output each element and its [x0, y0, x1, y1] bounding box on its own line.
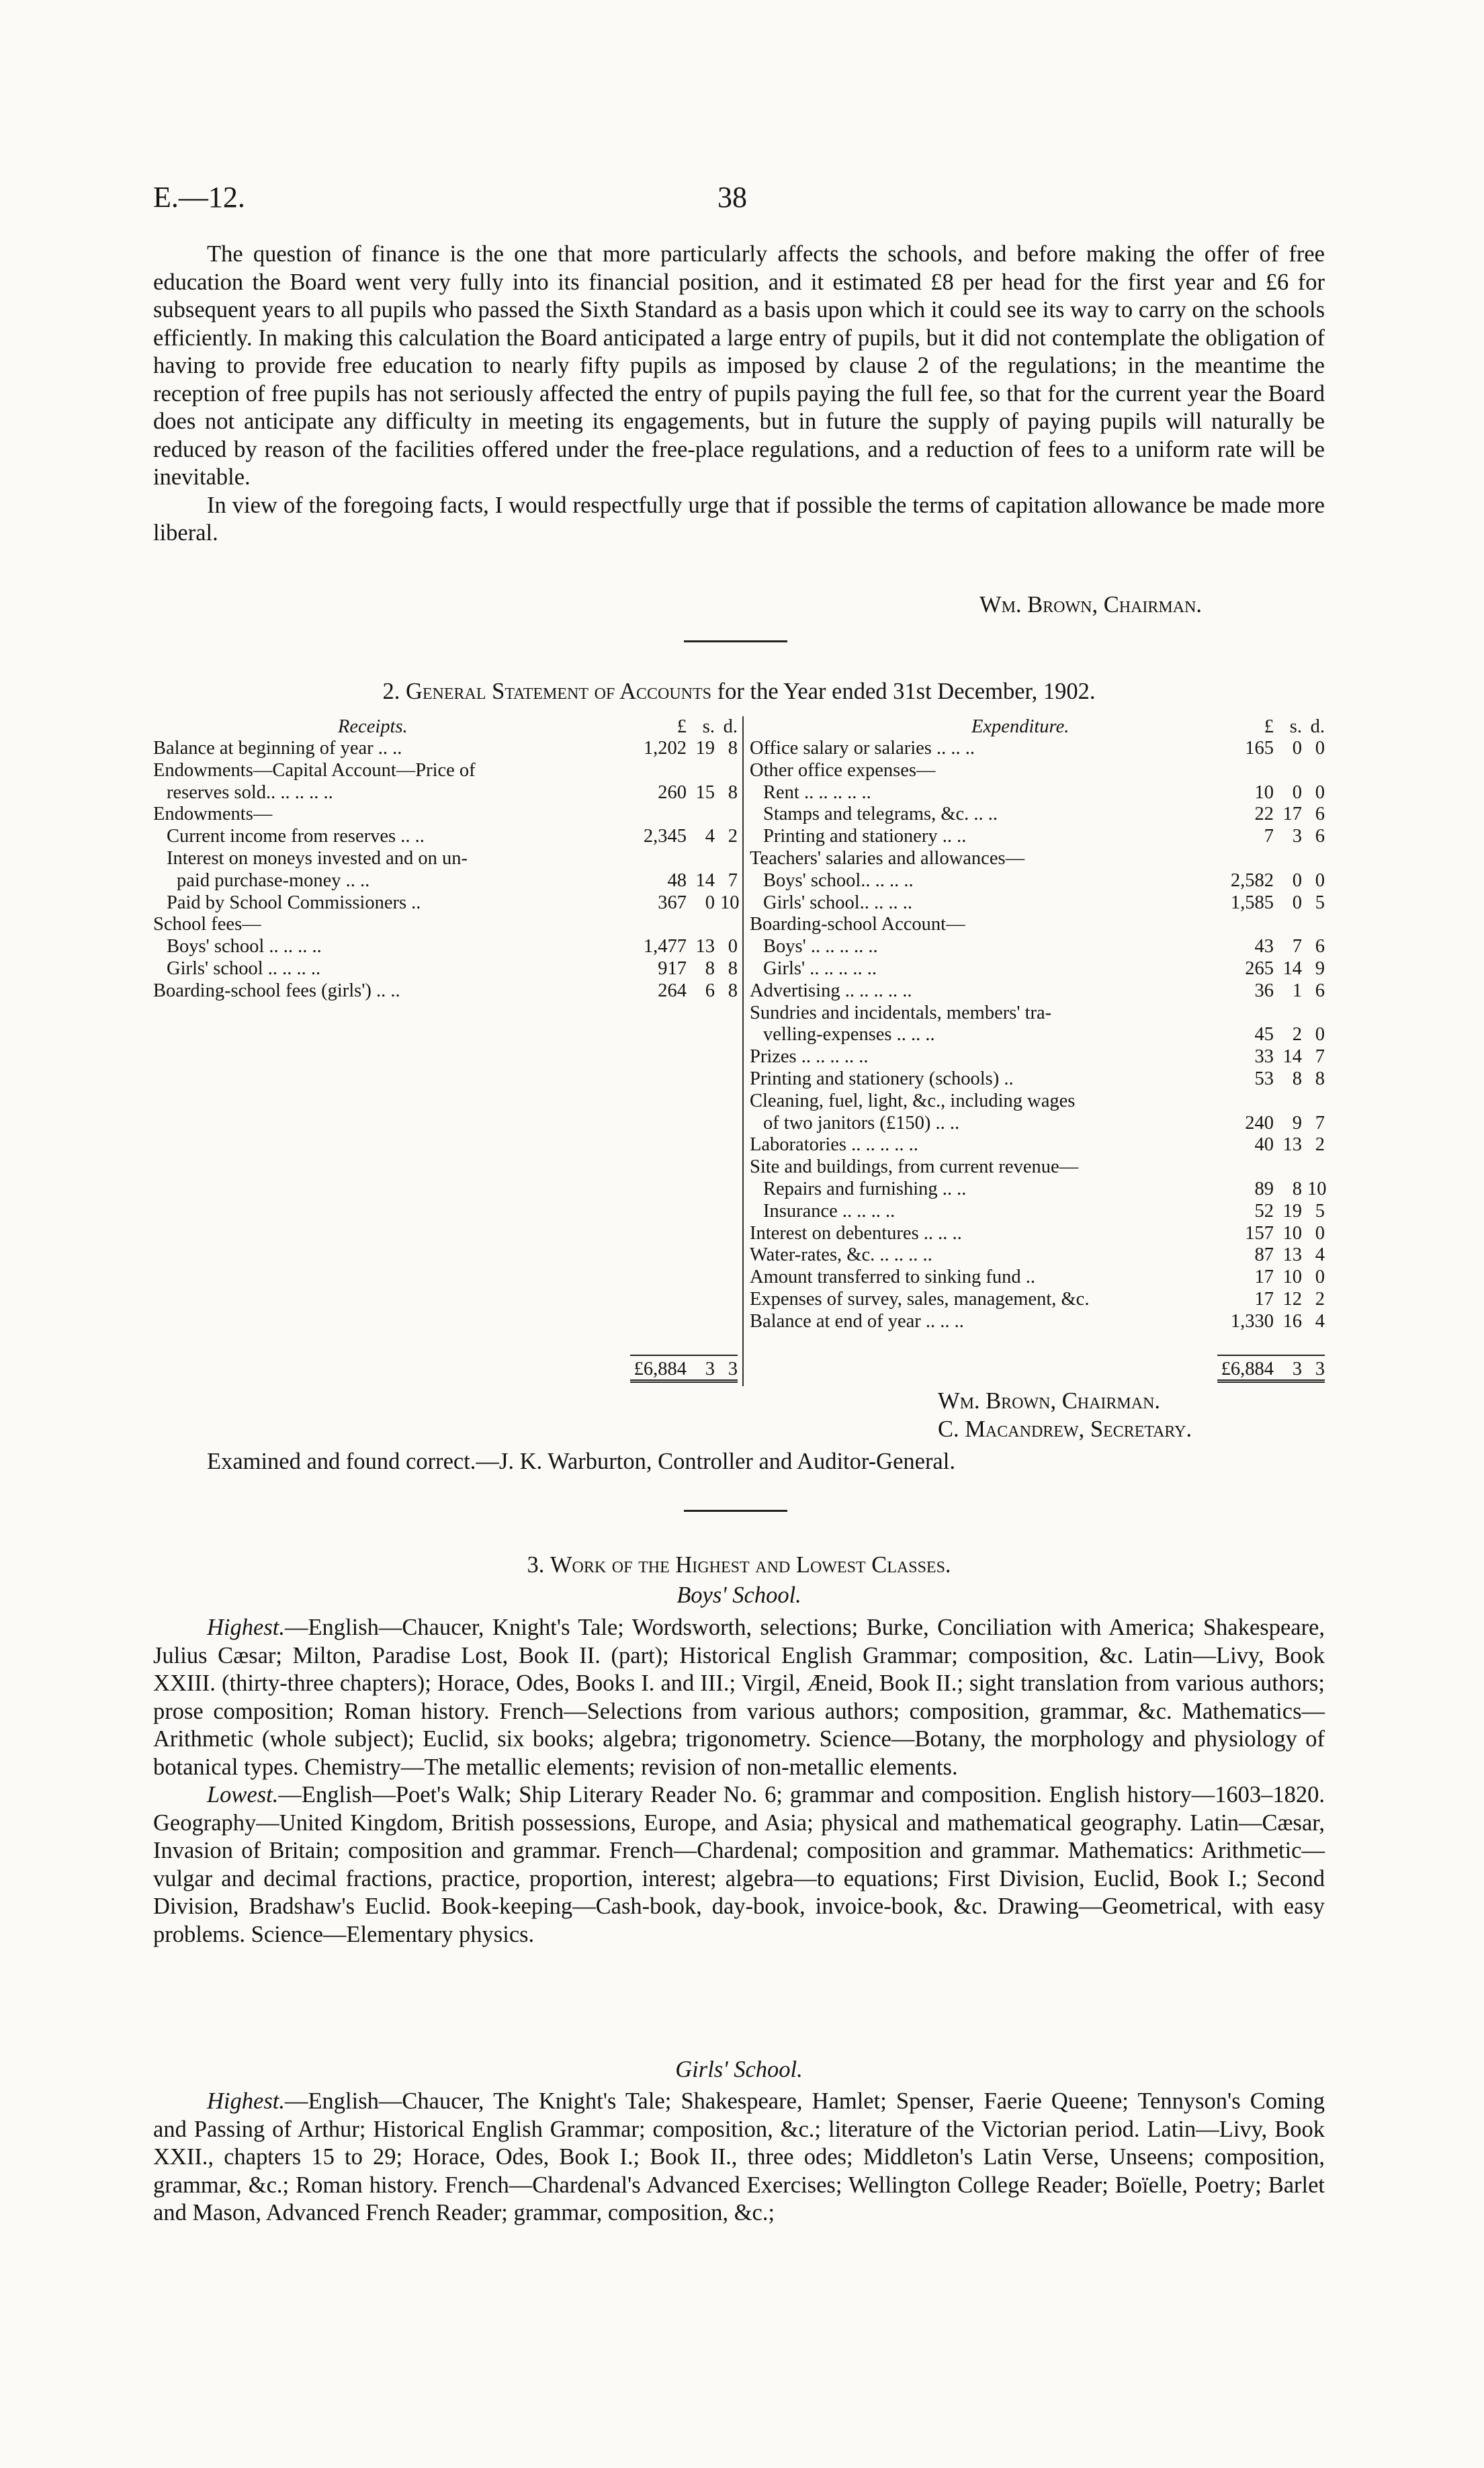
expenditure-row-pence: 8 [1315, 1068, 1325, 1089]
girls-school-heading: Girls' School. [675, 2057, 803, 2082]
receipts-row-label: reserves sold.. .. .. .. .. [167, 781, 333, 803]
page-number: 38 [717, 181, 747, 214]
pounds-heading: £ [1264, 716, 1274, 737]
receipts-row [153, 738, 738, 760]
expenditure-row-pounds: 43 [1254, 936, 1274, 958]
expenditure-row-pence: 6 [1315, 980, 1325, 1001]
expenditure-row-pence: 6 [1315, 804, 1325, 825]
expenditure-row [750, 1134, 1325, 1156]
boys-lowest-label: Lowest. [207, 1782, 279, 1807]
expenditure-row-label: Advertising .. .. .. .. .. [750, 980, 912, 1001]
receipts-row-label: School fees— [153, 914, 261, 935]
boys-lowest-paragraph [153, 1781, 1325, 1949]
expenditure-row-label: Repairs and furnishing .. .. [763, 1178, 967, 1199]
accounts-signature-secretary: C. Macandrew, Secretary. [938, 1416, 1192, 1442]
double-rule [630, 1379, 738, 1383]
expenditure-row-label: Site and buildings, from current revenue— [750, 1156, 1079, 1178]
receipts-row [153, 826, 738, 848]
receipts-row-shillings: 19 [695, 738, 715, 759]
expenditure-row-shillings: 1 [1292, 980, 1302, 1001]
receipts-row-shillings: 4 [705, 826, 715, 847]
expenditure-row-label: Girls' school.. .. .. .. [763, 892, 913, 913]
expenditure-row-pounds: 17 [1254, 1267, 1274, 1288]
receipts-row-shillings: 0 [705, 892, 715, 913]
receipts-row-label: Paid by School Commissioners .. [167, 892, 421, 913]
expenditure-row-pence: 0 [1315, 738, 1325, 759]
finance-signature: Wm. Brown, Chairman. [979, 592, 1203, 618]
expenditure-row-pence: 0 [1315, 869, 1325, 891]
receipts-header [153, 716, 738, 738]
expenditure-row [750, 1223, 1325, 1245]
expenditure-row-label: Prizes .. .. .. .. .. [750, 1046, 869, 1068]
expenditure-row-pounds: 22 [1254, 804, 1274, 825]
section-divider-2 [684, 1510, 787, 1512]
expenditure-row-pounds: 240 [1245, 1112, 1274, 1134]
expenditure-row-label: Girls' .. .. .. .. .. [763, 958, 877, 979]
expenditure-row-pounds: 87 [1254, 1244, 1274, 1266]
receipts-column [153, 716, 740, 1379]
report-reference: E.—12. [153, 181, 245, 214]
expenditure-row-pence: 2 [1315, 1288, 1325, 1310]
expenditure-row [750, 1156, 1325, 1179]
expenditure-row-label: Teachers' salaries and allowances— [750, 847, 1025, 869]
work-title-smallcaps: Work of the Highest and Lowest Classes. [550, 1552, 951, 1578]
expenditure-row-shillings: 12 [1282, 1288, 1302, 1310]
expenditure-row-pence: 0 [1315, 1024, 1325, 1046]
boys-highest-label: Highest. [207, 1615, 285, 1640]
expenditure-row-pounds: 10 [1254, 781, 1274, 803]
expenditure-row [750, 870, 1325, 892]
expenditure-row-pounds: 52 [1254, 1200, 1274, 1222]
shillings-heading: s. [702, 716, 715, 737]
expenditure-row [750, 1024, 1325, 1046]
finance-paragraph-1: The question of finance is the one that more particularly affects the schools, and before making the offer of free education the Board went very fully into its financial position, and it estimated £8 per head for the first year and £6 for subsequent years to all pupils who passed the Sixth Standard as a basis upon which it could see its way to carry on the schools efficiently. In making this calculation the Board anticipated a large entry of pupils, but it did not contemplate the obligation of having to provide free education to nearly fifty pupils as imposed by clause 2 of the regulations; in the meantime the reception of free pupils has not seriously affected the entry of pupils paying the full fee, so that for the current year the Board does not anticipate any difficulty in meeting its engagements, but in future the supply of paying pupils will naturally be reduced by reason of the facilities offered under the free-place regulations, and a reduction of fees to a uniform rate will be inevitable. [153, 241, 1325, 490]
expenditure-row [750, 1267, 1325, 1289]
expenditure-row-shillings: 10 [1282, 1222, 1302, 1244]
expenditure-row [750, 1244, 1325, 1267]
expenditure-row-pounds: 89 [1254, 1178, 1274, 1199]
receipts-row-pence: 8 [728, 781, 738, 803]
expenditure-row-pounds: 17 [1254, 1288, 1274, 1310]
expenditure-row [750, 914, 1325, 936]
expenditure-row-pence: 9 [1315, 958, 1325, 979]
expenditure-row-shillings: 9 [1292, 1112, 1302, 1134]
expenditure-row-pence: 5 [1315, 892, 1325, 913]
receipts-row-pence: 7 [728, 869, 738, 891]
receipts-row-pounds: 48 [667, 869, 687, 891]
double-rule [1217, 1379, 1325, 1383]
receipts-row-pounds: 2,345 [643, 826, 687, 847]
girls-school-section [153, 2088, 1325, 2227]
expenditure-row-shillings: 8 [1292, 1178, 1302, 1199]
accounts-title-smallcaps: General Statement of Accounts [405, 679, 711, 704]
expenditure-header [750, 716, 1325, 738]
accounts-title [153, 679, 1325, 705]
shillings-heading: s. [1289, 716, 1302, 737]
finance-paragraph-2: In view of the foregoing facts, I would respectfully urge that if possible the terms of capitation allowance be made more liberal. [153, 492, 1325, 546]
expenditure-total-shillings: 3 [1292, 1359, 1302, 1379]
receipts-row-label: Balance at beginning of year .. .. [153, 738, 402, 759]
expenditure-row-label: Cleaning, fuel, light, &c., including wages [750, 1090, 1076, 1111]
receipts-row-label: Interest on moneys invested and on un- [167, 847, 468, 869]
expenditure-heading: Expenditure. [971, 716, 1070, 737]
receipts-row-pounds: 367 [658, 892, 687, 913]
boys-lowest-text: —English—Poet's Walk; Ship Literary Reader No. 6; grammar and composition. English history—1603–1820. Geography—United Kingdom, British possessions, Europe, and Asia; physical and mathematical geography. Latin—Cæsar, Invasion of Britain; composition and grammar. French—Chardenal; composition and grammar. Mathematics: Arithmetic—vulgar and decimal fractions, practice, proportion, interest; algebra—to equations; First Division, Euclid, Book I.; Second Division, Bradshaw's Euclid. Book-keeping—Cash-book, day-book, invoice-book, &c. Drawing—Geometrical, with easy problems. Science—Elementary physics. [153, 1782, 1325, 1947]
girls-highest-label: Highest. [207, 2088, 285, 2114]
receipts-row-label: Endowments— [153, 804, 273, 825]
pounds-heading: £ [676, 716, 687, 737]
receipts-row-label: Boarding-school fees (girls') .. .. [153, 980, 400, 1001]
expenditure-row-label: Other office expenses— [750, 759, 936, 781]
girls-highest-text: —English—Chaucer, The Knight's Tale; Shakespeare, Hamlet; Spenser, Faerie Queene; Tennyson's Coming and Passing of Arthur; Historical English Grammar; composition, &c.; literature of the Victorian period. Latin—Livy, Book XXII., chapters 15 to 29; Horace, Odes, Book I.; Book II., three odes; Middleton's Latin Verse, Unseens; composition, grammar, &c.; Roman history. French—Chardenal's Advanced Exercises; Wellington College Reader; Boïelle, Poetry; Barlet and Mason, Advanced French Reader; grammar, composition, &c.; [153, 2088, 1325, 2225]
expenditure-row-label: Printing and stationery (schools) .. [750, 1068, 1014, 1089]
expenditure-row [750, 826, 1325, 848]
expenditure-row [750, 892, 1325, 914]
receipts-row-pence: 0 [728, 936, 738, 958]
expenditure-row-label: Balance at end of year .. .. .. [750, 1310, 964, 1332]
expenditure-row-pounds: 157 [1245, 1222, 1274, 1244]
expenditure-row-label: Insurance .. .. .. .. [763, 1200, 896, 1222]
expenditure-row-shillings: 0 [1292, 892, 1302, 913]
expenditure-row-pence: 5 [1315, 1200, 1325, 1222]
expenditure-row [750, 958, 1325, 980]
expenditure-row [750, 1311, 1325, 1333]
receipts-row-shillings: 15 [695, 781, 715, 803]
expenditure-row-label: Expenses of survey, sales, management, &c. [750, 1288, 1090, 1310]
receipts-row-shillings: 13 [695, 936, 715, 958]
expenditure-row-shillings: 0 [1292, 781, 1302, 803]
expenditure-total-pence: 3 [1315, 1359, 1325, 1379]
expenditure-row [750, 1289, 1325, 1311]
receipts-row-shillings: 6 [705, 980, 715, 1001]
expenditure-row [750, 1068, 1325, 1091]
expenditure-row-label: Laboratories .. .. .. .. .. [750, 1134, 918, 1156]
expenditure-row-pounds: 40 [1254, 1134, 1274, 1156]
expenditure-row-label: Boarding-school Account— [750, 914, 965, 935]
expenditure-row-shillings: 19 [1282, 1200, 1302, 1222]
receipts-total-pounds: £6,884 [634, 1359, 687, 1379]
expenditure-row-shillings: 3 [1292, 826, 1302, 847]
receipts-heading: Receipts. [338, 716, 408, 737]
expenditure-row [750, 1113, 1325, 1135]
expenditure-row [750, 804, 1325, 826]
receipts-row-pence: 2 [728, 826, 738, 847]
expenditure-rows [750, 738, 1325, 1333]
expenditure-row-pence: 4 [1315, 1244, 1325, 1266]
expenditure-row-pounds: 7 [1264, 826, 1274, 847]
work-title-number: 3. [527, 1552, 545, 1578]
receipts-row [153, 782, 738, 804]
expenditure-total [1217, 1355, 1325, 1379]
expenditure-row-pence: 0 [1315, 781, 1325, 803]
expenditure-row-shillings: 2 [1292, 1024, 1302, 1046]
accounts-title-rest: for the Year ended 31st December, 1902. [717, 679, 1096, 704]
expenditure-row-label: Printing and stationery .. .. [763, 826, 967, 847]
expenditure-row-shillings: 7 [1292, 936, 1302, 958]
expenditure-row-label: of two janitors (£150) .. .. [763, 1112, 960, 1134]
expenditure-row-pounds: 45 [1254, 1024, 1274, 1046]
boys-school-heading: Boys' School. [676, 1582, 801, 1608]
expenditure-row [750, 1003, 1325, 1025]
expenditure-row-label: Stamps and telegrams, &c. .. .. [763, 804, 998, 825]
expenditure-row-label: Office salary or salaries .. .. .. [750, 738, 975, 759]
receipts-row [153, 892, 738, 914]
receipts-row-pence: 10 [720, 892, 740, 913]
receipts-row-pounds: 264 [658, 980, 687, 1001]
girls-highest-paragraph [153, 2088, 1325, 2227]
receipts-row-label: Boys' school .. .. .. .. [167, 936, 322, 958]
receipts-row-label: Current income from reserves .. .. [167, 826, 425, 847]
finance-section [153, 241, 1325, 548]
expenditure-row-pounds: 265 [1245, 958, 1274, 979]
expenditure-total-pounds: £6,884 [1221, 1359, 1274, 1379]
receipts-row-label: Girls' school .. .. .. .. [167, 958, 321, 979]
receipts-row [153, 870, 738, 892]
section-divider-1 [684, 640, 787, 642]
expenditure-row-label: Boys' .. .. .. .. .. [763, 936, 878, 958]
expenditure-row-pounds: 1,585 [1230, 892, 1274, 913]
expenditure-row-label: Amount transferred to sinking fund .. [750, 1267, 1036, 1288]
expenditure-row-shillings: 0 [1292, 869, 1302, 891]
expenditure-row-pence: 6 [1315, 936, 1325, 958]
expenditure-row [750, 848, 1325, 870]
expenditure-row-pence: 7 [1315, 1046, 1325, 1068]
expenditure-row-pounds: 1,330 [1230, 1310, 1274, 1332]
expenditure-row-label: Rent .. .. .. .. .. [763, 781, 871, 803]
expenditure-row-pounds: 53 [1254, 1068, 1274, 1089]
expenditure-row-pence: 4 [1315, 1310, 1325, 1332]
boys-highest-text: —English—Chaucer, Knight's Tale; Wordsworth, selections; Burke, Conciliation with America; Shakespeare, Julius Cæsar; Milton, Paradise Lost, Book II. (part); Historical English Grammar; composition, &c. Latin—Livy, Book XXIII. (thirty-three chapters); Horace, Odes, Books I. and III.; Virgil, Æneid, Book II.; sight translation from various authors; prose composition; Roman history. French—Selections from various authors; composition, grammar, &c. Mathematics—Arithmetic (whole subject); Euclid, six books; algebra; trigonometry. Science—Botany, the morphology and physiology of botanical types. Chemistry—The metallic elements; revision of non-metallic elements. [153, 1615, 1325, 1780]
expenditure-row-shillings: 10 [1282, 1267, 1302, 1288]
expenditure-row-shillings: 17 [1282, 804, 1302, 825]
expenditure-column [750, 716, 1327, 1379]
expenditure-row-shillings: 0 [1292, 738, 1302, 759]
expenditure-row-shillings: 14 [1282, 1046, 1302, 1068]
receipts-row-pence: 8 [728, 980, 738, 1001]
expenditure-row-shillings: 13 [1282, 1134, 1302, 1156]
expenditure-row [750, 782, 1325, 804]
expenditure-row [750, 1201, 1325, 1223]
expenditure-row-label: Water-rates, &c. .. .. .. .. [750, 1244, 932, 1266]
receipts-row-pence: 8 [728, 738, 738, 759]
receipts-total [630, 1355, 738, 1379]
expenditure-row [750, 1091, 1325, 1113]
boys-highest-paragraph [153, 1614, 1325, 1781]
expenditure-row-pounds: 2,582 [1230, 869, 1274, 891]
accounts-signature-chairman: Wm. Brown, Chairman. [938, 1388, 1161, 1414]
receipts-row [153, 958, 738, 980]
receipts-row [153, 936, 738, 958]
receipts-row-pence: 8 [728, 958, 738, 979]
expenditure-row-shillings: 16 [1282, 1310, 1302, 1332]
expenditure-row-pounds: 165 [1245, 738, 1274, 759]
expenditure-row [750, 738, 1325, 760]
receipts-row [153, 804, 738, 826]
expenditure-row-pence: 2 [1315, 1134, 1325, 1156]
receipts-row [153, 848, 738, 870]
expenditure-row-shillings: 13 [1282, 1244, 1302, 1266]
receipts-row-shillings: 14 [695, 869, 715, 891]
pence-heading: d. [1310, 716, 1325, 737]
expenditure-row-pence: 6 [1315, 826, 1325, 847]
expenditure-row [750, 1179, 1325, 1201]
receipts-row-pounds: 1,202 [643, 738, 687, 759]
boys-school-section [153, 1614, 1325, 1949]
receipts-rows [153, 738, 738, 1003]
column-divider [742, 716, 744, 1386]
expenditure-row-pence: 7 [1315, 1112, 1325, 1134]
expenditure-row-label: Interest on debentures .. .. .. [750, 1222, 962, 1244]
receipts-row-pounds: 917 [658, 958, 687, 979]
auditor-note: Examined and found correct.—J. K. Warburton, Controller and Auditor-General. [207, 1449, 955, 1474]
expenditure-row-pence: 0 [1315, 1222, 1325, 1244]
receipts-row-label: Endowments—Capital Account—Price of [153, 759, 476, 781]
receipts-row-pounds: 1,477 [643, 936, 687, 958]
receipts-total-pence: 3 [728, 1359, 738, 1379]
expenditure-row-pounds: 33 [1254, 1046, 1274, 1068]
receipts-row-label: paid purchase-money .. .. [177, 869, 370, 891]
receipts-row [153, 980, 738, 1003]
receipts-total-shillings: 3 [705, 1359, 715, 1379]
expenditure-row-pence: 0 [1315, 1267, 1325, 1288]
receipts-row [153, 914, 738, 936]
expenditure-row-label: Sundries and incidentals, members' tra- [750, 1002, 1052, 1023]
expenditure-row-pounds: 36 [1254, 980, 1274, 1001]
expenditure-row-pence: 10 [1307, 1178, 1327, 1199]
receipts-row [153, 760, 738, 782]
work-title [153, 1552, 1325, 1578]
accounts-title-number: 2. [382, 679, 400, 704]
expenditure-row [750, 936, 1325, 958]
receipts-row-pounds: 260 [658, 781, 687, 803]
expenditure-row-label: Boys' school.. .. .. .. [763, 869, 914, 891]
expenditure-row-shillings: 8 [1292, 1068, 1302, 1089]
expenditure-row [750, 760, 1325, 782]
expenditure-row [750, 980, 1325, 1003]
expenditure-row-shillings: 14 [1282, 958, 1302, 979]
pence-heading: d. [723, 716, 738, 737]
expenditure-row-label: velling-expenses .. .. .. [763, 1024, 935, 1046]
receipts-row-shillings: 8 [705, 958, 715, 979]
expenditure-row [750, 1046, 1325, 1068]
